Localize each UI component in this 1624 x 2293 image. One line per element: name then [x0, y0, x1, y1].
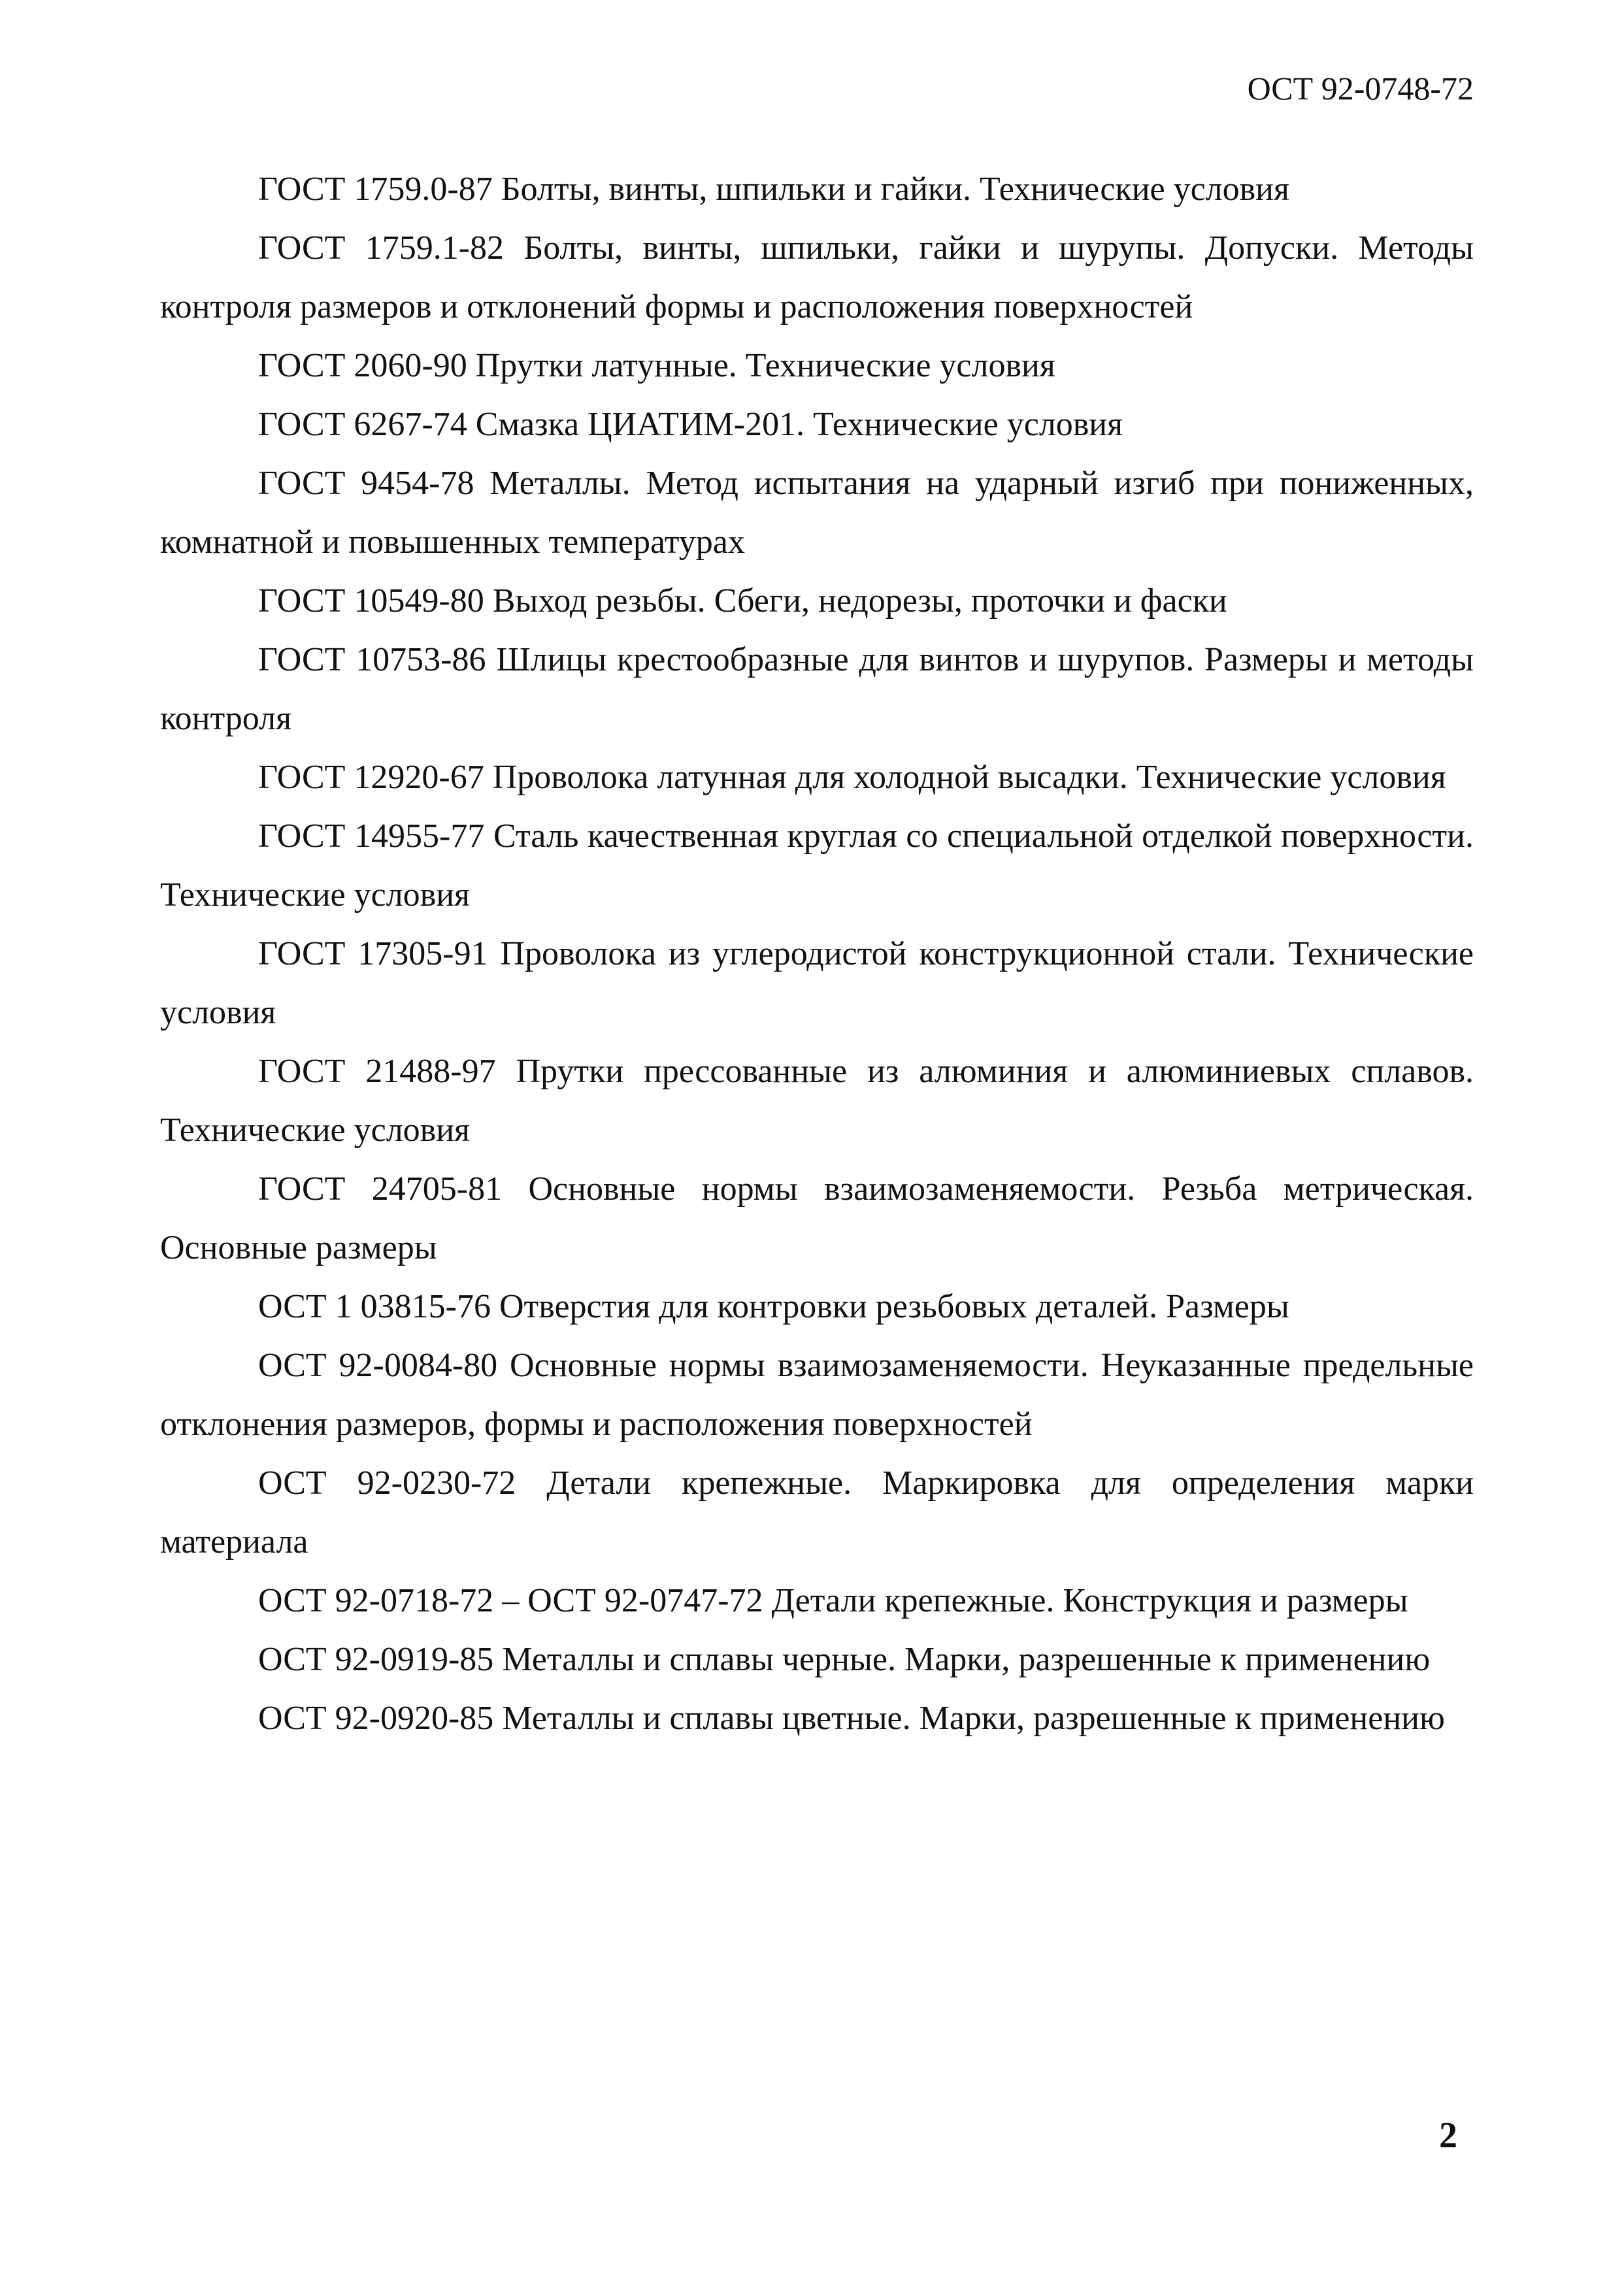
document-code: ОСТ 92-0748-72	[1247, 70, 1474, 107]
reference-item: ГОСТ 6267-74 Смазка ЦИАТИМ-201. Технические условия	[258, 406, 1123, 443]
reference-item: ГОСТ 12920-67 Проволока латунная для холодной высадки. Технические условия	[258, 759, 1446, 796]
reference-item: ГОСТ 24705-81 Основные нормы взаимозаменяемости. Резьба метрическая. Основные размеры	[160, 1170, 1474, 1266]
reference-item: ОСТ 92-0230-72 Детали крепежные. Маркировка для определения марки материала	[160, 1464, 1474, 1560]
reference-item: ОСТ 92-0718-72 – ОСТ 92-0747-72 Детали крепежные. Конструкция и размеры	[258, 1582, 1408, 1619]
reference-list	[160, 160, 1474, 1748]
reference-item: ГОСТ 21488-97 Прутки прессованные из алюминия и алюминиевых сплавов. Технические условия	[160, 1053, 1474, 1149]
reference-item: ОСТ 1 03815-76 Отверстия для контровки резьбовых деталей. Размеры	[258, 1288, 1289, 1325]
reference-item: ГОСТ 1759.1-82 Болты, винты, шпильки, гайки и шурупы. Допуски. Методы контроля размеров и отклонений формы и расположения поверхностей	[160, 229, 1474, 325]
reference-item: ГОСТ 10753-86 Шлицы крестообразные для винтов и шурупов. Размеры и методы контроля	[160, 641, 1474, 737]
reference-item: ОСТ 92-0920-85 Металлы и сплавы цветные. Марки, разрешенные к применению	[258, 1700, 1445, 1737]
reference-item: ГОСТ 10549-80 Выход резьбы. Сбеги, недорезы, проточки и фаски	[258, 582, 1227, 619]
reference-item: ГОСТ 17305-91 Проволока из углеродистой конструкционной стали. Технические условия	[160, 935, 1474, 1031]
reference-item: ОСТ 92-0919-85 Металлы и сплавы черные. Марки, разрешенные к применению	[258, 1641, 1431, 1678]
reference-item: ГОСТ 2060-90 Прутки латунные. Технические условия	[258, 347, 1055, 384]
reference-item: ОСТ 92-0084-80 Основные нормы взаимозаменяемости. Неуказанные предельные отклонения размеров, формы и расположения поверхностей	[160, 1347, 1474, 1443]
reference-item: ГОСТ 1759.0-87 Болты, винты, шпильки и гайки. Технические условия	[258, 171, 1289, 208]
reference-item: ГОСТ 9454-78 Металлы. Метод испытания на ударный изгиб при пониженных, комнатной и повышенных температурах	[160, 465, 1474, 561]
reference-item: ГОСТ 14955-77 Сталь качественная круглая со специальной отделкой поверхности. Технические условия	[160, 817, 1474, 914]
page-number: 2	[1439, 2115, 1457, 2156]
